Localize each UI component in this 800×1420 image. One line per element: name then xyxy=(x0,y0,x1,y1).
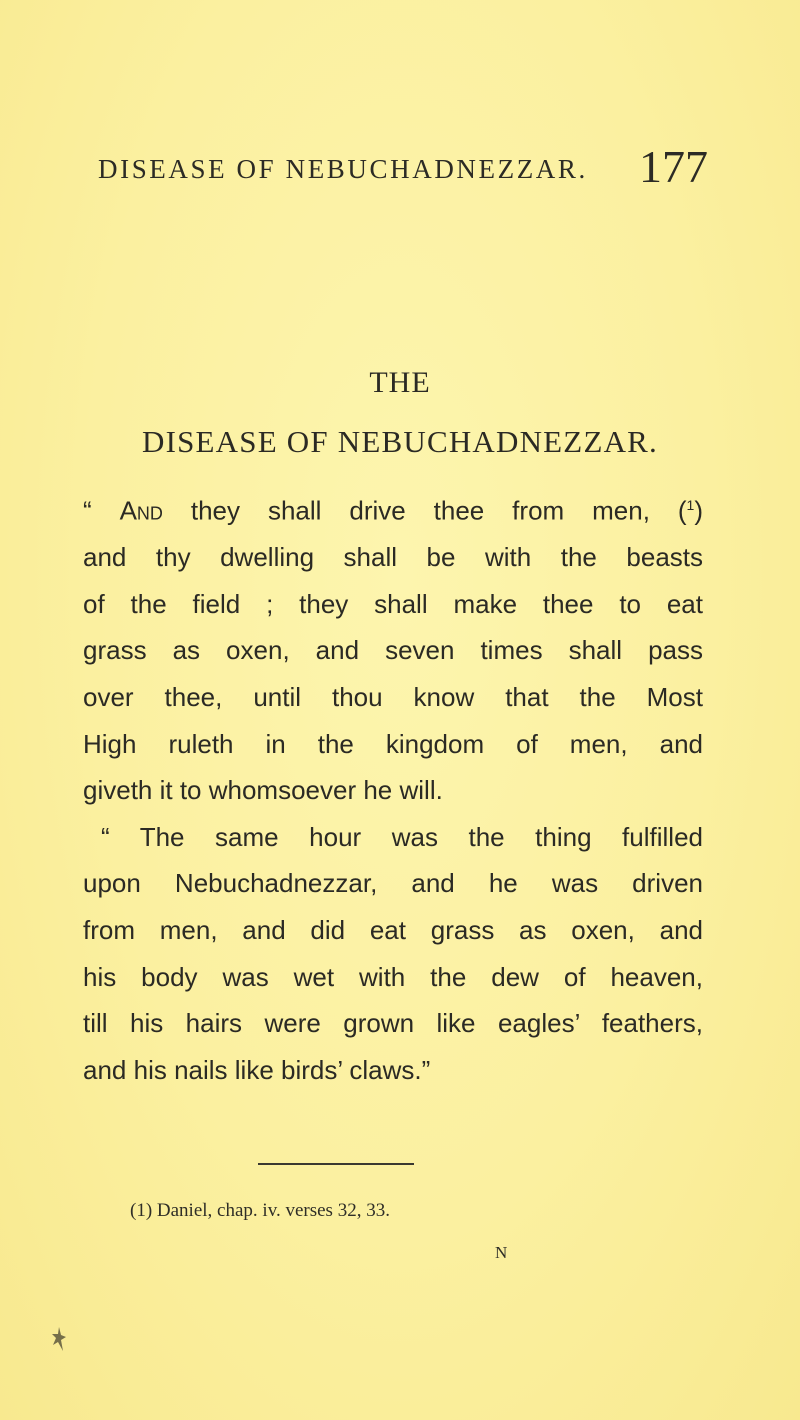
body-line: and thy dwelling shall be with the beasts xyxy=(83,542,703,573)
body-line-1 xyxy=(83,482,703,534)
body-line: till his hairs were grown like eagles’ feathers, xyxy=(83,1008,703,1039)
body-line: giveth it to whomsoever he will. xyxy=(83,775,443,806)
signature-mark: N xyxy=(495,1243,508,1262)
ink-smudge-icon xyxy=(48,1325,70,1355)
footnote: (1) Daniel, chap. iv. verses 32, 33. xyxy=(130,1200,390,1221)
body-line-1-rest: they shall drive thee from men, ( xyxy=(162,495,687,526)
footnote-marker: 1 xyxy=(686,497,695,513)
chapter-heading-title: DISEASE OF NEBUCHADNEZZAR. xyxy=(141,424,658,459)
running-head xyxy=(98,140,708,192)
body-text xyxy=(83,482,703,1093)
body-line: from men, and did eat grass as oxen, and xyxy=(83,915,703,945)
body-line: upon Nebuchadnezzar, and he was driven xyxy=(83,868,703,899)
smallcaps-and: And xyxy=(119,495,163,526)
footnote-rule xyxy=(258,1163,414,1165)
body-line-1-close: ) xyxy=(694,495,703,526)
open-quote: “ xyxy=(83,495,120,526)
chapter-heading-the: THE xyxy=(369,366,431,399)
page-number: 177 xyxy=(639,141,708,192)
body-line: “ The same hour was the thing fulfilled xyxy=(101,821,703,852)
body-line: over thee, until thou know that the Most xyxy=(83,682,703,713)
body-line: his body was wet with the dew of heaven, xyxy=(83,961,703,992)
body-line: High ruleth in the kingdom of men, and xyxy=(83,728,703,759)
body-line: and his nails like birds’ claws.” xyxy=(83,1054,431,1085)
running-title: DISEASE OF NEBUCHADNEZZAR. xyxy=(98,154,588,184)
body-line: grass as oxen, and seven times shall pass xyxy=(83,635,703,666)
body-line: of the field ; they shall make thee to eat xyxy=(83,588,703,619)
